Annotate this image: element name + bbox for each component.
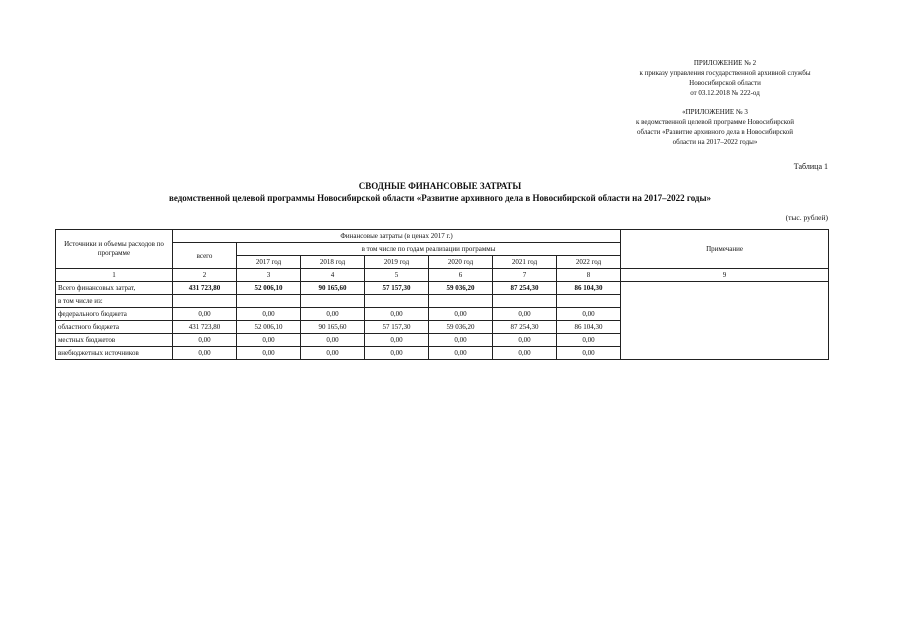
cell-value: 0,00	[365, 308, 429, 321]
cell-value	[493, 295, 557, 308]
annex-2-line: Новосибирской области	[689, 79, 761, 87]
table-row	[56, 282, 829, 295]
annex-3-header	[600, 107, 830, 147]
cell-value: 431 723,80	[173, 321, 237, 334]
cell-value: 0,00	[429, 347, 493, 360]
header-year: 2017 год	[237, 256, 301, 269]
cell-value	[173, 295, 237, 308]
cell-value: 0,00	[237, 308, 301, 321]
cell-value: 90 165,60	[301, 282, 365, 295]
cell-value	[301, 295, 365, 308]
cell-value	[237, 295, 301, 308]
column-number: 8	[557, 269, 621, 282]
cell-value: 0,00	[237, 334, 301, 347]
annex-2-header	[600, 58, 850, 98]
header-year: 2018 год	[301, 256, 365, 269]
header-year: 2021 год	[493, 256, 557, 269]
annex-2-line: к приказу управления государственной архивной службы	[639, 69, 811, 77]
column-number: 1	[56, 269, 173, 282]
cell-value	[429, 295, 493, 308]
cell-value: 0,00	[173, 347, 237, 360]
cell-value: 0,00	[301, 347, 365, 360]
header-total: всего	[173, 243, 237, 269]
units-label: (тыс. рублей)	[785, 213, 828, 222]
cell-value: 87 254,30	[493, 282, 557, 295]
note-cell	[621, 282, 829, 360]
annex-3-title: «ПРИЛОЖЕНИЕ № 3	[682, 108, 748, 116]
cell-value: 0,00	[493, 334, 557, 347]
cell-value: 57 157,30	[365, 321, 429, 334]
table-number: Таблица 1	[793, 162, 828, 171]
cell-value: 0,00	[365, 347, 429, 360]
header-by-years: в том числе по годам реализации программы	[237, 243, 621, 256]
cell-value: 0,00	[301, 308, 365, 321]
column-number: 7	[493, 269, 557, 282]
cell-value: 431 723,80	[173, 282, 237, 295]
column-number: 4	[301, 269, 365, 282]
cell-value: 59 036,20	[429, 321, 493, 334]
row-label: федерального бюджета	[56, 308, 173, 321]
title-subtitle: ведомственной целевой программы Новосибирской области «Развитие архивного дела в Новосибирской области на 2017–2022 годы»	[168, 193, 712, 203]
cell-value: 0,00	[493, 347, 557, 360]
cell-value: 52 006,10	[237, 282, 301, 295]
cell-value: 0,00	[301, 334, 365, 347]
header-year: 2019 год	[365, 256, 429, 269]
cell-value: 59 036,20	[429, 282, 493, 295]
document-title	[100, 180, 780, 204]
annex-3-line: к ведомственной целевой программе Новосибирской	[635, 118, 794, 126]
cell-value: 57 157,30	[365, 282, 429, 295]
cell-value: 0,00	[493, 308, 557, 321]
row-label: Всего финансовых затрат,	[56, 282, 173, 295]
cell-value: 0,00	[173, 308, 237, 321]
cell-value: 0,00	[557, 308, 621, 321]
column-number: 3	[237, 269, 301, 282]
header-year: 2020 год	[429, 256, 493, 269]
column-number: 5	[365, 269, 429, 282]
annex-2-title: ПРИЛОЖЕНИЕ № 2	[693, 59, 757, 67]
annex-3-line: области «Развитие архивного дела в Новосибирской	[636, 128, 794, 136]
header-source: Источники и объемы расходов по программе	[56, 230, 173, 269]
header-costs: Финансовые затраты (в ценах 2017 г.)	[173, 230, 621, 243]
title-main: СВОДНЫЕ ФИНАНСОВЫЕ ЗАТРАТЫ	[358, 181, 522, 191]
cell-value: 0,00	[173, 334, 237, 347]
header-note: Примечание	[621, 230, 829, 269]
header-year: 2022 год	[557, 256, 621, 269]
row-label: областного бюджета	[56, 321, 173, 334]
cell-value: 0,00	[365, 334, 429, 347]
row-label: в том числе из:	[56, 295, 173, 308]
column-number: 9	[621, 269, 829, 282]
column-number: 6	[429, 269, 493, 282]
row-label: местных бюджетов	[56, 334, 173, 347]
cell-value: 0,00	[429, 308, 493, 321]
annex-2-date: от 03.12.2018 № 222-од	[690, 89, 760, 97]
cell-value: 0,00	[429, 334, 493, 347]
cell-value: 86 104,30	[557, 282, 621, 295]
cell-value: 52 006,10	[237, 321, 301, 334]
cell-value: 0,00	[557, 347, 621, 360]
financial-costs-table	[55, 229, 829, 360]
column-number: 2	[173, 269, 237, 282]
cell-value: 0,00	[557, 334, 621, 347]
annex-3-line: области на 2017–2022 годы»	[672, 138, 758, 146]
cell-value: 86 104,30	[557, 321, 621, 334]
cell-value	[365, 295, 429, 308]
cell-value: 87 254,30	[493, 321, 557, 334]
cell-value: 90 165,60	[301, 321, 365, 334]
cell-value: 0,00	[237, 347, 301, 360]
row-label: внебюджетных источников	[56, 347, 173, 360]
cell-value	[557, 295, 621, 308]
